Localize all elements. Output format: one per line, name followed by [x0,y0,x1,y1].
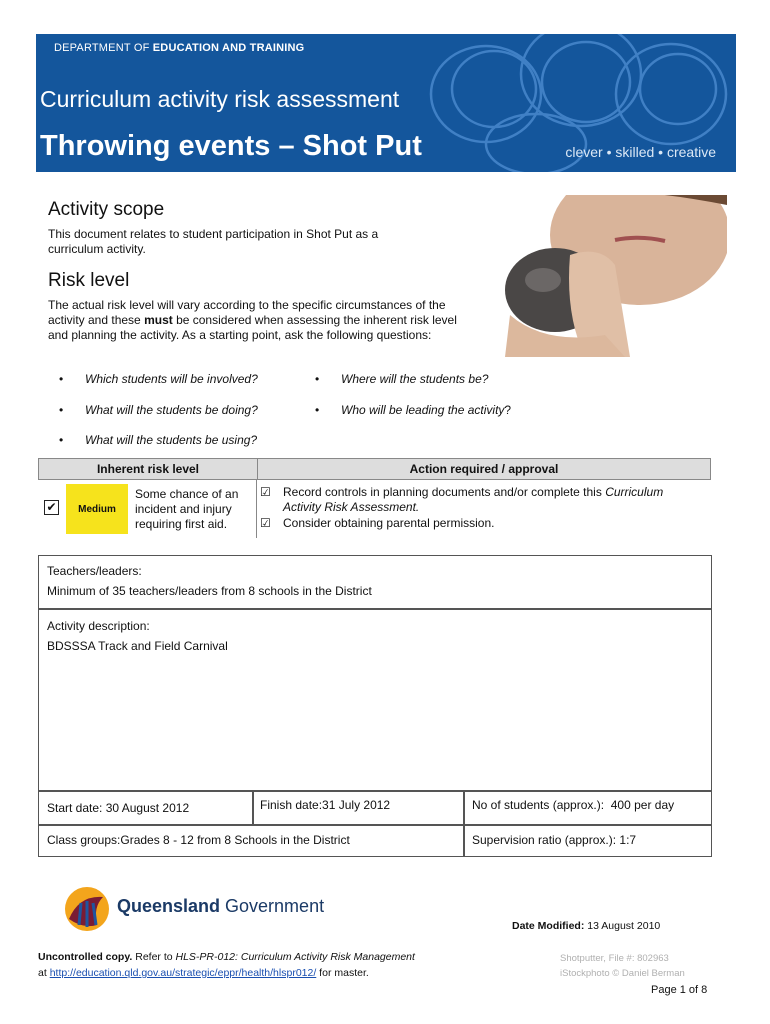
col-header-action: Action required / approval [258,459,711,480]
risk-level-badge: Medium [66,484,128,534]
students-label: No of students (approx.): 400 per day [472,798,675,812]
risk-level-text: The actual risk level will vary according to the specific circumstances of the activity and these must be considered when assessing the inherent risk level and planning the activity. As a starting point, ask the following questions: [48,298,457,342]
uncontrolled-copy-note: Uncontrolled copy. Refer to HLS-PR-012: Curriculum Activity Risk Management [38,951,415,963]
question-item: • Where will the students be? [315,372,489,386]
activity-label: Activity description: [47,619,150,633]
risk-tick-checkbox[interactable]: ✔ [44,500,59,515]
question-item: • What will the students be using? [59,433,258,447]
teachers-label: Teachers/leaders: [47,564,142,578]
queensland-government-logo: Queensland Government [117,896,325,916]
risk-table [38,458,711,480]
activity-description-field[interactable]: BDSSSA Track and Field Carnival [47,639,228,653]
question-item: • What will the students be doing? [59,403,258,417]
master-link-line: at http://education.qld.gov.au/strategic/eppr/health/hlspr012/ for master. [38,967,369,979]
photo-credit: iStockphoto © Daniel Berman [560,968,685,979]
action-item-1: Record controls in planning documents and/or complete this Curriculum Activity Risk Assessment. [283,485,664,514]
activity-box [38,608,712,792]
class-groups-label: Class groups:Grades 8 - 12 from 8 Schools in the District [47,833,350,847]
teachers-field[interactable]: Minimum of 35 teachers/leaders from 8 schools in the District [47,584,372,598]
activity-scope-text: This document relates to student participation in Shot Put as a curriculum activity. [48,227,379,256]
class-groups-field[interactable]: Grades 8 - 12 from 8 Schools in the District [120,833,350,847]
question-item: • Which students will be involved? [59,372,258,386]
department-name: DEPARTMENT OF EDUCATION AND TRAINING [54,42,305,54]
slogan: clever • skilled • creative [565,144,716,160]
finish-date-field[interactable]: 31 July 2012 [322,798,391,812]
question-item: • Who will be leading the activity? [315,403,512,417]
photo-credit: Shotputter, File #: 802963 [560,953,669,964]
queensland-crest-icon [63,885,113,933]
checkbox-icon: ☑ [260,485,271,499]
header-banner [36,34,736,172]
ratio-field[interactable]: 1:7 [619,833,637,847]
start-date-label: Start date: 30 August 2012 [47,801,190,815]
activity-scope-heading: Activity scope [48,199,165,220]
master-link[interactable]: http://education.qld.gov.au/strategic/eppr/health/hlspr012/ [49,967,317,979]
checkbox-icon: ☑ [260,516,271,530]
document-title: Throwing events – Shot Put [40,130,422,162]
page-number: Page 1 of 8 [651,984,708,996]
date-modified: Date Modified: 13 August 2010 [512,920,661,932]
risk-level-heading: Risk level [48,270,130,291]
ratio-label: Supervision ratio (approx.): 1:7 [472,833,637,847]
students-field[interactable]: 400 per day [610,798,675,812]
finish-date-label: Finish date:31 July 2012 [260,798,391,812]
table-divider [256,480,257,538]
shot-putter-photo [465,195,727,357]
start-date-field[interactable]: 30 August 2012 [105,801,190,815]
col-header-risk-level: Inherent risk level [39,459,258,480]
risk-description: Some chance of an incident and injury requiring first aid. [135,487,239,531]
action-item-2: Consider obtaining parental permission. [283,516,495,530]
document-subtitle: Curriculum activity risk assessment [40,86,400,112]
